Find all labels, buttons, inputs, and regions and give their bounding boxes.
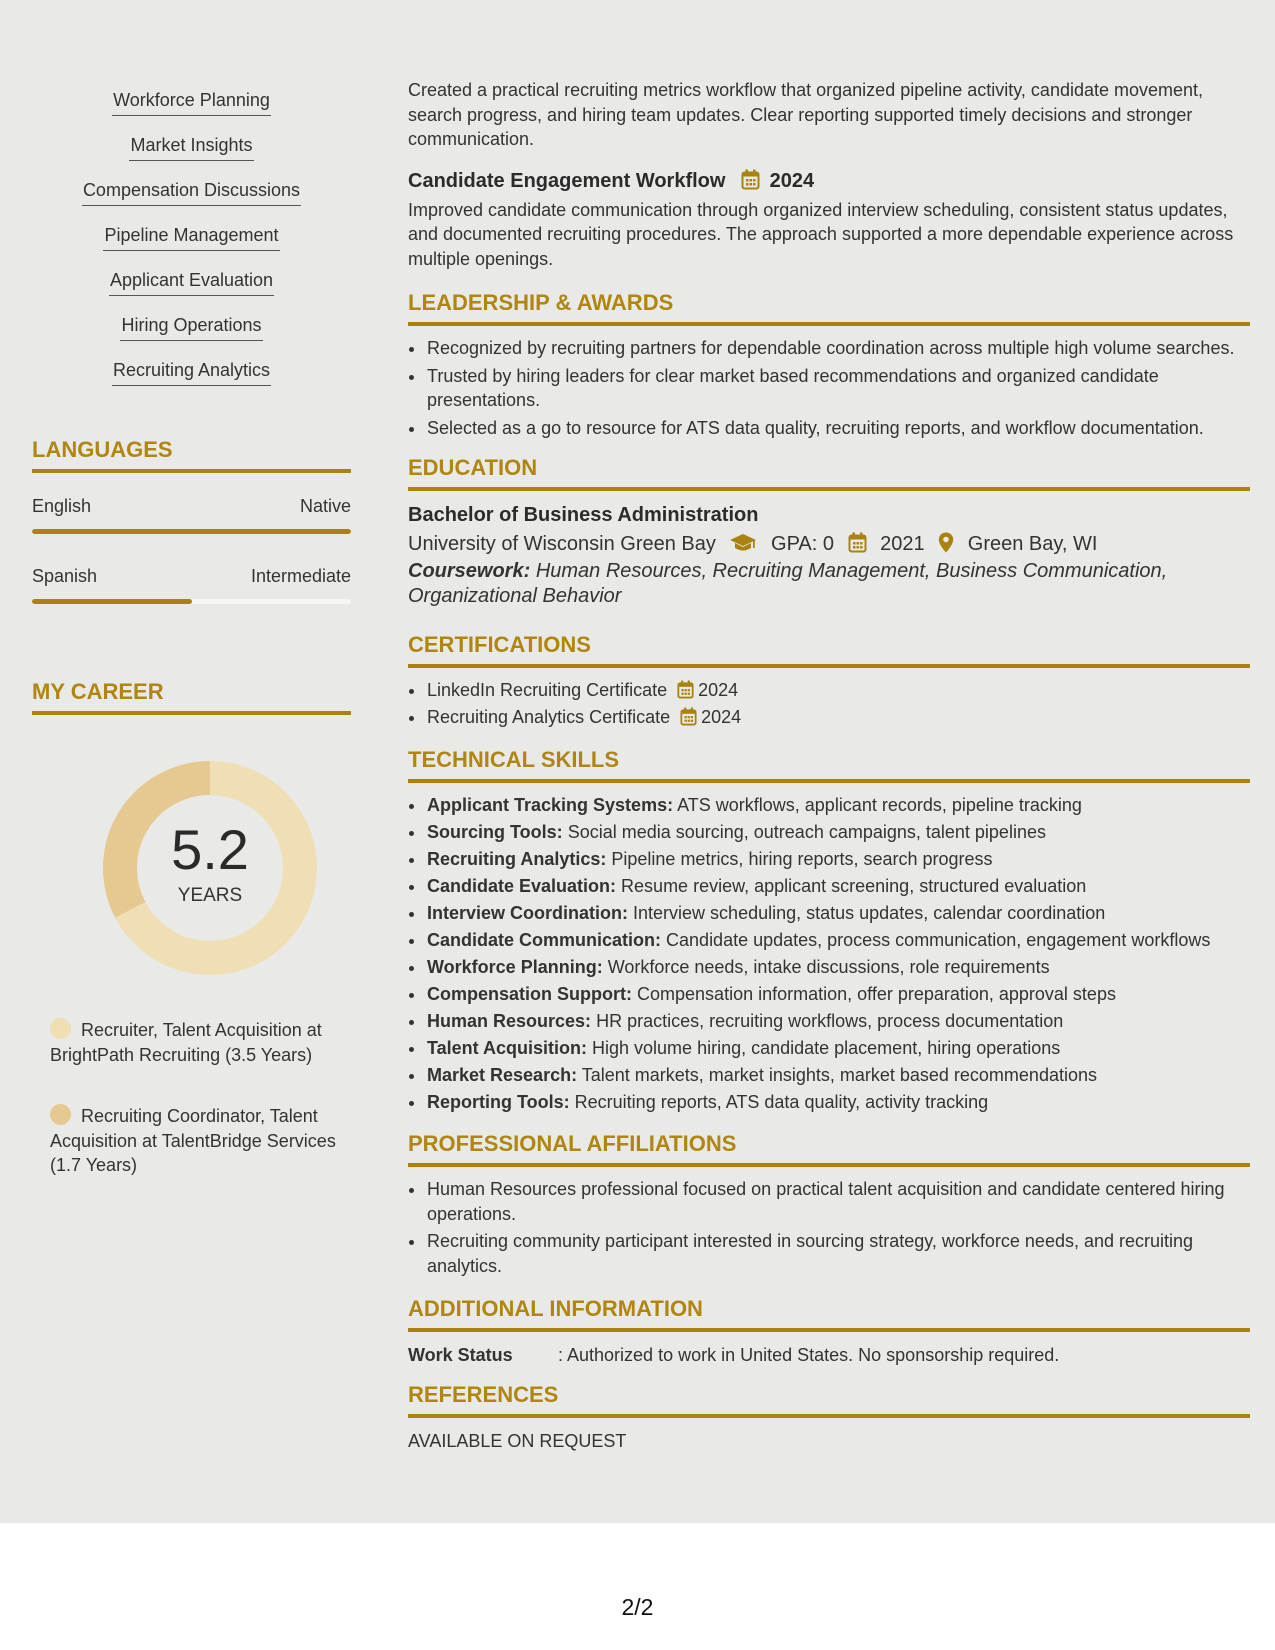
skill-value: HR practices, recruiting workflows, process documentation <box>596 1010 1064 1031</box>
project-title-row <box>408 168 1250 194</box>
references-heading: REFERENCES <box>408 1381 1250 1418</box>
skill-tags <box>32 87 351 402</box>
technical-skill-item <box>426 874 1250 899</box>
certifications-list <box>408 678 1250 730</box>
skill-value: Candidate updates, process communication, engagement workflows <box>666 929 1211 950</box>
language-level: Intermediate <box>250 566 351 586</box>
technical-skill-item <box>426 847 1250 872</box>
skill-tag: Hiring Operations <box>32 312 351 357</box>
technical-skill-item <box>426 982 1250 1007</box>
calendar-icon <box>848 532 867 553</box>
technical-skills-heading: TECHNICAL SKILLS <box>408 746 1250 783</box>
skill-label: Talent Acquisition: <box>427 1037 587 1058</box>
education-coursework: Coursework: Human Resources, Recruiting Management, Business Communication, Organizational Behavior <box>408 560 1168 607</box>
skill-value: Recruiting reports, ATS data quality, activity tracking <box>574 1091 989 1112</box>
language-row-english <box>32 494 351 554</box>
leadership-heading: LEADERSHIP & AWARDS <box>408 289 1250 326</box>
certification-item: • Recruiting Analytics Certificate 2024 <box>426 705 1250 730</box>
calendar-icon <box>741 169 760 190</box>
main-content <box>408 78 1250 1454</box>
skill-label: Human Resources: <box>427 1010 592 1031</box>
skill-tag: Applicant Evaluation <box>32 267 351 312</box>
skill-tag: Recruiting Analytics <box>32 357 351 402</box>
education-school: University of Wisconsin Green Bay <box>408 533 716 555</box>
intro-paragraph: Created a practical recruiting metrics workflow that organized pipeline activity, candidate movement, search progress, and hiring team updates. Clear reporting supported timely decisions and stronger communication. <box>408 80 1204 149</box>
skill-label: Interview Coordination: <box>427 902 629 923</box>
skill-value: Talent markets, market insights, market based recommendations <box>581 1064 1097 1085</box>
career-total-unit: YEARS <box>177 885 243 906</box>
education-heading: EDUCATION <box>408 454 1250 491</box>
technical-skill-item <box>426 928 1250 953</box>
list-item: • Human Resources professional focused on practical talent acquisition and candidate centered hiring operations. <box>426 1177 1250 1226</box>
education-gpa: GPA: 0 <box>771 533 835 555</box>
technical-skill-item <box>426 1063 1250 1088</box>
language-name: English <box>32 496 92 516</box>
leadership-list <box>408 336 1250 440</box>
education-year: 2021 <box>880 533 925 555</box>
page-number: 2/2 <box>621 1594 654 1620</box>
certification-item: • LinkedIn Recruiting Certificate 2024 <box>426 678 1250 703</box>
language-proficiency-fill <box>32 529 351 534</box>
additional-info-heading: ADDITIONAL INFORMATION <box>408 1295 1250 1332</box>
skill-label: Market Research: <box>427 1064 578 1085</box>
list-item: • Trusted by hiring leaders for clear market based recommendations and organized candidate presentations. <box>426 364 1250 413</box>
calendar-icon <box>680 707 697 726</box>
technical-skill-item <box>426 820 1250 845</box>
legend-dot <box>50 1018 71 1039</box>
career-item: Recruiting Coordinator, Talent Acquisition at TalentBridge Services (1.7 Years) <box>50 1106 336 1175</box>
skill-value: Resume review, applicant screening, structured evaluation <box>621 875 1087 896</box>
language-proficiency-bar <box>32 599 351 604</box>
affiliations-list <box>408 1177 1250 1278</box>
technical-skill-item <box>426 955 1250 980</box>
language-level: Native <box>299 496 351 516</box>
skill-label: Compensation Support: <box>427 983 632 1004</box>
work-status-label: Work Status <box>408 1345 513 1365</box>
work-status-row <box>408 1342 1250 1368</box>
skill-label: Sourcing Tools: <box>427 821 563 842</box>
language-row-spanish <box>32 564 351 624</box>
language-proficiency-fill <box>32 599 192 604</box>
list-item: • Selected as a go to resource for ATS data quality, recruiting reports, and workflow documentation. <box>426 416 1250 441</box>
skill-tag: Pipeline Management <box>32 222 351 267</box>
skill-value: Social media sourcing, outreach campaigns, talent pipelines <box>567 821 1046 842</box>
career-heading: MY CAREER <box>32 678 351 715</box>
list-item: • Recruiting community participant interested in sourcing strategy, workforce needs, and recruiting analytics. <box>426 1229 1250 1278</box>
legend-dot <box>50 1104 71 1125</box>
skill-tag: Workforce Planning <box>32 87 351 132</box>
skill-value: Interview scheduling, status updates, calendar coordination <box>633 902 1106 923</box>
skill-label: Recruiting Analytics: <box>427 848 607 869</box>
project-description: Improved candidate communication through organized interview scheduling, consistent status updates, and documented recruiting procedures. The approach supported a more dependable experience across multiple openings. <box>408 199 1234 269</box>
skill-value: Compensation information, offer preparation, approval steps <box>637 983 1116 1004</box>
career-donut-chart <box>87 745 333 991</box>
technical-skill-item <box>426 1090 1250 1115</box>
location-pin-icon <box>938 532 954 553</box>
education-degree: Bachelor of Business Administration <box>408 504 759 526</box>
skill-tag: Market Insights <box>32 132 351 177</box>
career-total-years: 5.2 <box>171 818 249 881</box>
technical-skill-item <box>426 901 1250 926</box>
career-item: Recruiter, Talent Acquisition at BrightPath Recruiting (3.5 Years) <box>50 1020 322 1065</box>
work-status-value: : Authorized to work in United States. No sponsorship required. <box>558 1345 1060 1365</box>
skill-label: Candidate Communication: <box>427 929 662 950</box>
technical-skill-item <box>426 793 1250 818</box>
affiliations-heading: PROFESSIONAL AFFILIATIONS <box>408 1130 1250 1167</box>
graduation-cap-icon <box>729 533 757 553</box>
languages-heading: LANGUAGES <box>32 436 351 473</box>
skill-value: Pipeline metrics, hiring reports, search progress <box>611 848 993 869</box>
list-item: • Recognized by recruiting partners for dependable coordination across multiple high volume searches. <box>426 336 1250 361</box>
skill-label: Applicant Tracking Systems: <box>427 794 674 815</box>
project-year: 2024 <box>769 169 815 192</box>
skill-value: ATS workflows, applicant records, pipeline tracking <box>677 794 1082 815</box>
certifications-heading: CERTIFICATIONS <box>408 631 1250 668</box>
technical-skill-item <box>426 1036 1250 1061</box>
education-location: Green Bay, WI <box>967 533 1098 555</box>
language-proficiency-bar <box>32 529 351 534</box>
skill-value: High volume hiring, candidate placement, hiring operations <box>592 1037 1061 1058</box>
technical-skill-item <box>426 1009 1250 1034</box>
education-details <box>408 529 1250 559</box>
project-title: Candidate Engagement Workflow <box>408 169 726 192</box>
skill-tag: Compensation Discussions <box>32 177 351 222</box>
language-name: Spanish <box>32 566 98 586</box>
calendar-icon <box>677 680 694 699</box>
skill-label: Workforce Planning: <box>427 956 603 977</box>
skill-label: Candidate Evaluation: <box>427 875 617 896</box>
skill-label: Reporting Tools: <box>427 1091 570 1112</box>
references-text: AVAILABLE ON REQUEST <box>408 1431 627 1451</box>
technical-skills-list <box>408 793 1250 1115</box>
skill-value: Workforce needs, intake discussions, role requirements <box>607 956 1050 977</box>
